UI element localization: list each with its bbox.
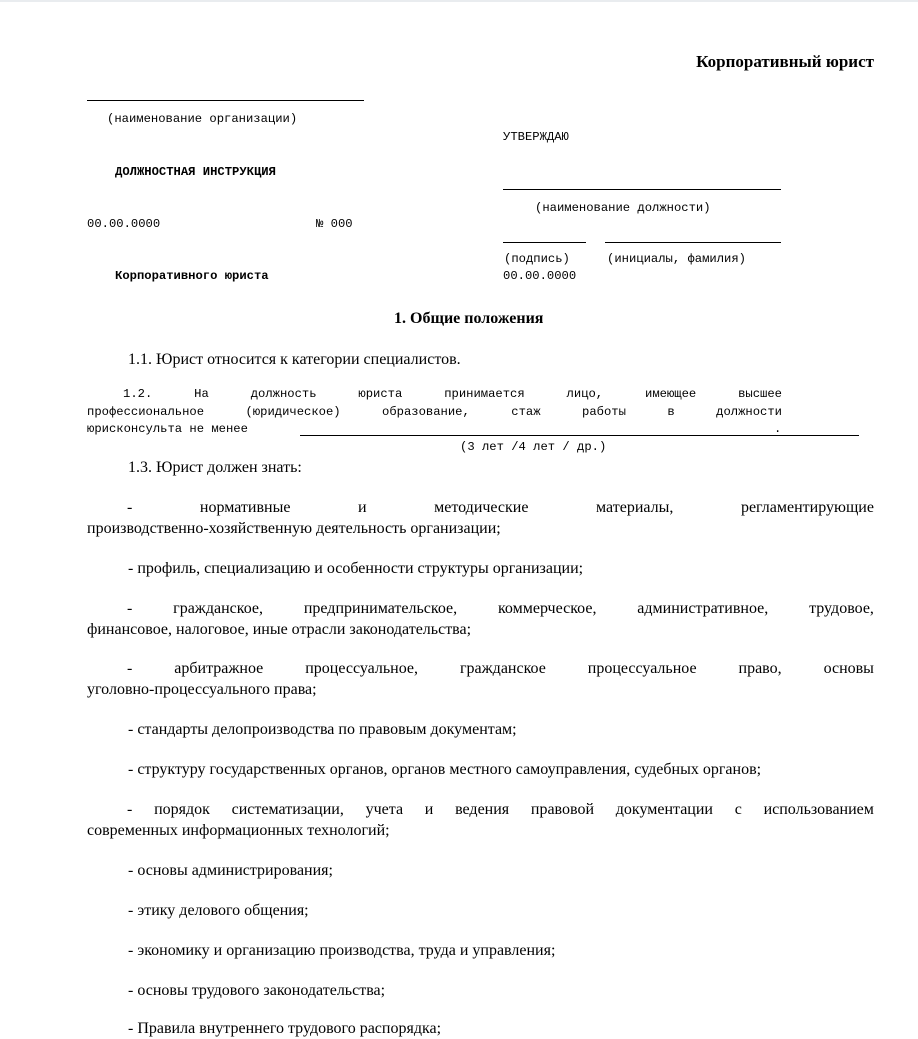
word: - <box>127 801 133 818</box>
word: учета <box>365 801 404 818</box>
word: На <box>194 387 209 401</box>
instruction-label: ДОЛЖНОСТНАЯ ИНСТРУКЦИЯ <box>115 165 276 179</box>
word: основы <box>823 660 874 677</box>
knowledge-item-10: - экономику и организацию производства, труда и управления; <box>128 942 556 959</box>
experience-label: юрисконсульта не менее <box>87 422 248 436</box>
word: право, <box>738 660 782 677</box>
knowledge-item-2: - профиль, специализацию и особенности структуры организации; <box>128 560 584 577</box>
word: гражданское, <box>173 600 264 617</box>
word: методические <box>434 499 529 516</box>
paragraph-1-3: 1.3. Юрист должен знать: <box>128 459 302 476</box>
word: административное, <box>637 600 769 617</box>
word: гражданское <box>459 660 546 677</box>
word: процессуальное <box>587 660 697 677</box>
word: должность <box>250 387 317 401</box>
knowledge-item-4-row-1 <box>87 658 874 679</box>
knowledge-item-8: - основы администрирования; <box>128 862 333 879</box>
knowledge-item-4 <box>87 658 874 700</box>
word: порядок <box>154 801 210 818</box>
approve-label: УТВЕРЖДАЮ <box>503 130 569 144</box>
word: с <box>734 801 742 818</box>
word: документации <box>615 801 713 818</box>
knowledge-item-1 <box>87 497 874 539</box>
word: стаж <box>511 404 541 419</box>
paragraph-1-2-row-1 <box>87 386 782 404</box>
knowledge-item-7-row-2: современных информационных технологий; <box>87 822 390 839</box>
word: - <box>127 600 133 617</box>
position-caption: (наименование должности) <box>535 201 711 215</box>
word: процессуальное, <box>305 660 419 677</box>
word: образование, <box>382 404 470 419</box>
word: и <box>358 499 367 516</box>
initials-caption: (инициалы, фамилия) <box>607 252 746 266</box>
word: юриста <box>358 387 403 401</box>
knowledge-item-12: - Правила внутреннего трудового распорядка; <box>128 1020 442 1037</box>
knowledge-item-11: - основы трудового законодательства; <box>128 982 386 999</box>
word: (юридическое) <box>245 404 341 419</box>
paragraph-1-2-row-3 <box>87 421 782 439</box>
word: арбитражное <box>174 660 264 677</box>
word: высшее <box>738 387 782 401</box>
signature-caption: (подпись) <box>504 252 570 266</box>
word: лицо, <box>566 387 604 401</box>
word: 1.2. <box>123 387 153 401</box>
signature-line <box>503 242 586 243</box>
knowledge-item-1-row-2: производственно-хозяйственную деятельность организации; <box>87 520 501 537</box>
document-title: Корпоративный юрист <box>696 52 874 71</box>
word: нормативные <box>199 499 291 516</box>
experience-caption: (3 лет /4 лет / др.) <box>460 440 607 454</box>
instruction-date: 00.00.0000 <box>87 217 161 231</box>
approver-position-line <box>503 189 781 190</box>
word: в <box>667 404 675 419</box>
period: . <box>774 422 782 436</box>
word: должности <box>716 404 782 419</box>
org-caption: (наименование организации) <box>107 112 298 126</box>
word: трудовое, <box>809 600 874 617</box>
knowledge-item-3 <box>87 598 874 640</box>
knowledge-item-7 <box>87 799 874 841</box>
word: - <box>127 499 133 516</box>
knowledge-item-6: - структуру государственных органов, органов местного самоуправления, судебных органов; <box>128 761 762 778</box>
word: принимается <box>444 387 525 401</box>
word: регламентирующие <box>740 499 874 516</box>
knowledge-item-7-row-1 <box>87 799 874 820</box>
word: профессиональное <box>87 404 205 419</box>
word: материалы, <box>596 499 674 516</box>
knowledge-item-3-row-1 <box>87 598 874 619</box>
word: коммерческое, <box>497 600 597 617</box>
knowledge-item-4-row-2: уголовно-процессуального права; <box>87 681 317 698</box>
position-label: Корпоративного юриста <box>115 269 269 283</box>
paragraph-1-2-row-2 <box>87 404 782 422</box>
word: правовой <box>530 801 595 818</box>
word: систематизации, <box>231 801 344 818</box>
approval-date: 00.00.0000 <box>503 269 577 283</box>
org-name-line <box>87 100 364 101</box>
word: работы <box>582 404 626 419</box>
knowledge-item-5: - стандарты делопроизводства по правовым документам; <box>128 721 517 738</box>
word: имеющее <box>645 387 697 401</box>
word: и <box>424 801 434 818</box>
instruction-number: № 000 <box>316 217 353 231</box>
top-divider <box>0 0 918 2</box>
initials-line <box>605 242 781 243</box>
knowledge-item-3-row-2: финансовое, налоговое, иные отрасли законодательства; <box>87 621 472 638</box>
word: использованием <box>763 801 874 818</box>
paragraph-1-2 <box>87 386 782 439</box>
knowledge-item-9: - этику делового общения; <box>128 902 309 919</box>
paragraph-1-1: 1.1. Юрист относится к категории специалистов. <box>128 351 461 368</box>
word: предпринимательское, <box>303 600 458 617</box>
word: ведения <box>455 801 510 818</box>
knowledge-item-1-row-1 <box>87 497 874 518</box>
word: - <box>127 660 133 677</box>
section-heading: 1. Общие положения <box>394 310 544 327</box>
